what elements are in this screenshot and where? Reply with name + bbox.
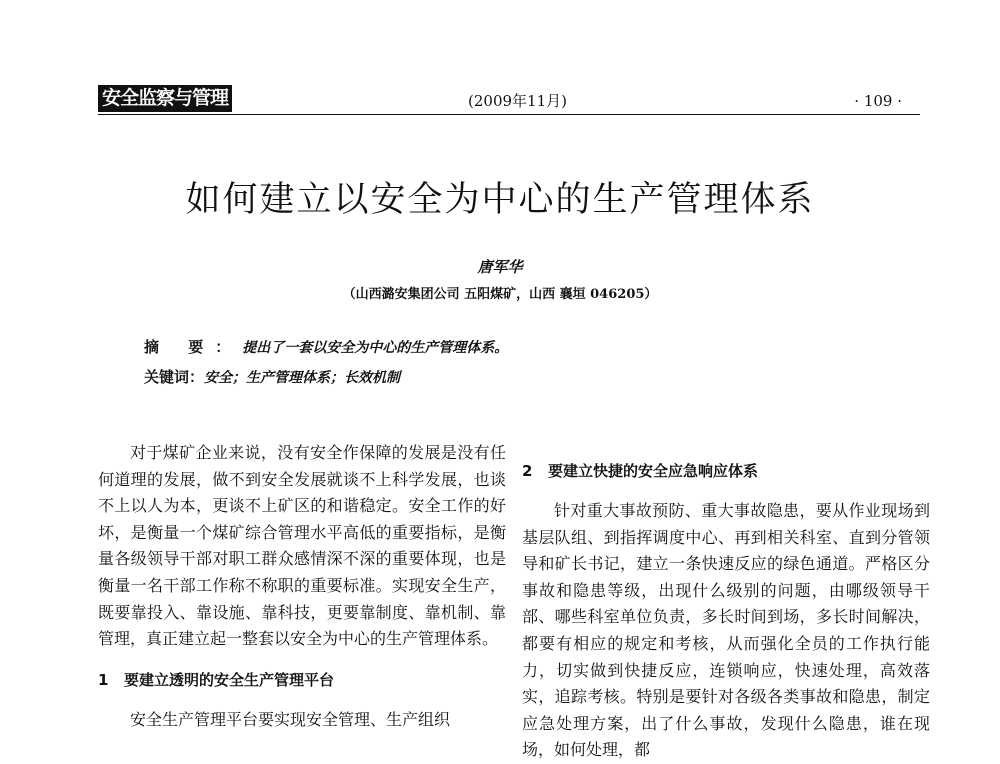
page-number: · 109 · (854, 92, 902, 110)
author-name: 唐军华 (477, 258, 523, 276)
keywords-text: 安全；生产管理体系；长效机制 (204, 370, 401, 386)
section-1-title: 要建立透明的安全生产管理平台 (124, 670, 335, 689)
issue-date: (2009年11月) (468, 92, 567, 110)
article-title: 如何建立以安全为中心的生产管理体系 (185, 180, 815, 220)
abstract-label: 摘 要： (144, 338, 243, 356)
author-affiliation: （山西潞安集团公司 五阳煤矿，山西 襄垣 046205） (342, 287, 658, 302)
section-1-number: 1 (98, 670, 109, 689)
section-2-paragraph: 针对重大事故预防、重大事故隐患，要从作业现场到基层队组、到指挥调度中心、再到相关科室、直到分管领导和矿长书记，建立一条快速反应的绿色通道。严格区分事故和隐患等级，出现什么级别的问题，由哪级领导干部、哪些科室单位负责，多长时间到场，多长时间解决，都要有相应的规定和考核，从而强化全员的工作执行能力，切实做到快捷反应，连锁响应，快速处理，高效落实，追踪考核。特别是要针对各级各类事故和隐患，制定应急处理方案，出了什么事故，发现什么隐患，谁在现场，如何处理，都 (522, 501, 930, 760)
keywords (144, 366, 400, 387)
section-1-paragraph: 安全生产管理平台要实现安全管理、生产组织 (130, 709, 451, 729)
section-1-heading (98, 667, 506, 693)
running-header (98, 87, 920, 115)
section-2-title: 要建立快捷的安全应急响应体系 (548, 462, 759, 480)
keywords-label: 关键词： (144, 368, 205, 386)
left-column (98, 440, 506, 733)
section-2-number: 2 (522, 462, 533, 480)
journal-name: 安全监察与管理 (98, 85, 232, 112)
right-column (522, 440, 930, 764)
section-2-heading (522, 458, 930, 484)
abstract-text: 提出了一套以安全为中心的生产管理体系。 (242, 340, 509, 356)
intro-paragraph: 对于煤矿企业来说，没有安全作保障的发展是没有任何道理的发展，做不到安全发展就谈不上科学发展，也谈不上以人为本，更谈不上矿区的和谐稳定。安全工作的好坏，是衡量一个煤矿综合管理水平高低的重要指标，是衡量各级领导干部对职工群众感情深不深的重要体现，也是衡量一名干部工作称不称职的重要标准。实现安全生产，既要靠投入、靠设施、靠科技，更要靠制度、靠机制、靠管理，真正建立起一整套以安全为中心的生产管理体系。 (98, 443, 506, 649)
abstract (144, 336, 508, 357)
